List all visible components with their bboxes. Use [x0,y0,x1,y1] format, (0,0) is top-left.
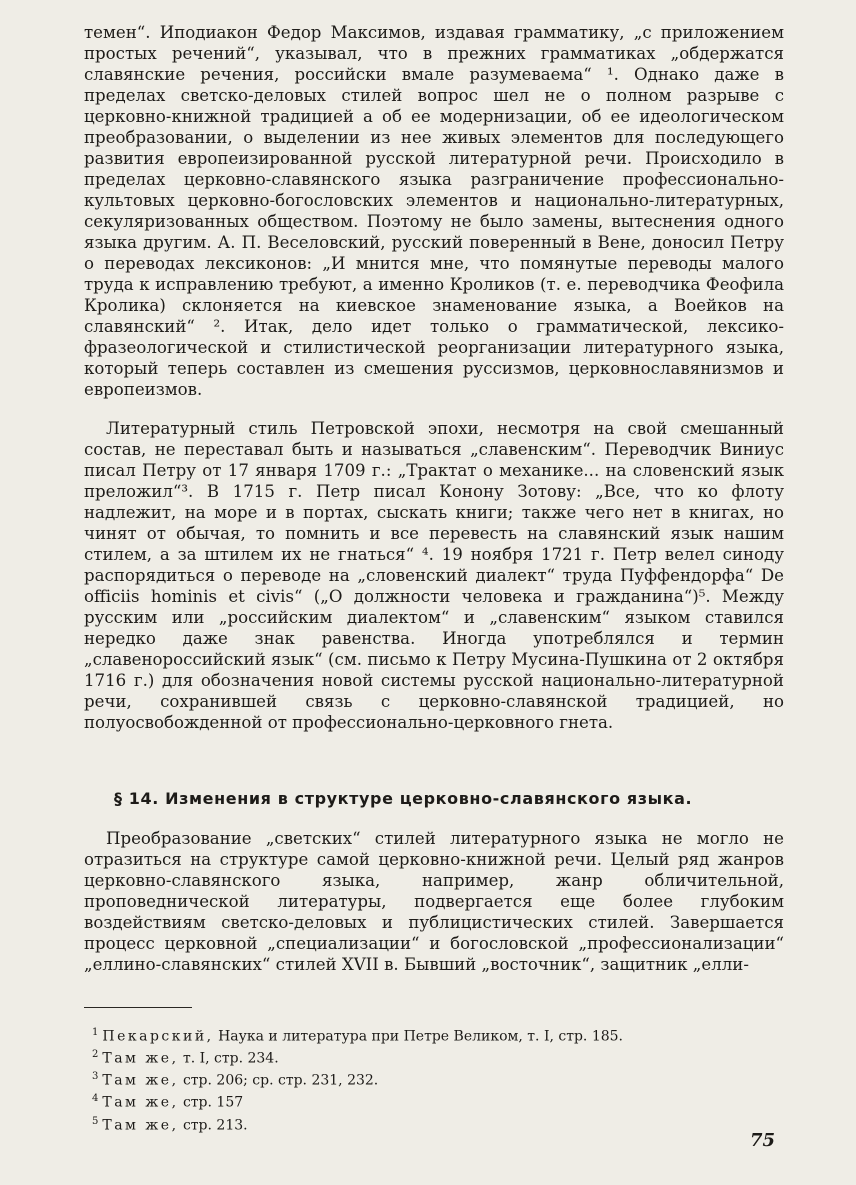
footnote-text: стр. 157 [178,1095,244,1112]
footnote-text: т. I, стр. 234. [178,1050,279,1067]
footnote-text: Наука и литература при Петре Великом, т. I, стр. 185. [213,1028,623,1045]
footnotes-list [92,1024,782,1135]
footnote-mark: 3 [92,1071,99,1083]
body-paragraph-2 [84,418,784,733]
footnote-source: Пекарский, [102,1028,214,1045]
footnote-1 [92,1024,782,1046]
footnote-5 [92,1113,782,1135]
body-paragraph-3 [84,828,784,975]
footnote-mark: 5 [92,1115,99,1127]
footnote-source: Там же, [102,1117,179,1134]
footnote-source: Там же, [102,1072,179,1089]
page-number: 75 [750,1130,776,1151]
footnote-2 [92,1046,782,1068]
footnote-source: Там же, [102,1050,179,1067]
footnote-text: стр. 206; ср. стр. 231, 232. [178,1072,379,1089]
section-heading: § 14. Изменения в структуре церковно-славянского языка. [114,789,693,808]
footnote-text: стр. 213. [178,1117,248,1134]
footnote-mark: 2 [92,1049,99,1061]
footnote-divider [84,1007,192,1008]
paragraph-text: темен“. Иподиакон Федор Максимов, издавая грамматику, „с приложением простых речений“, указывал, что в прежних грамматиках „обдержатся славянские речения, российски вмале разумеваема“ ¹. Однако даже в пределах светско-деловых стилей вопрос шел не о полном разрыве с церковно-книжной традицией а об ее модернизации, об ее идеологическом преобразовании, о выделении из нее живых элементов для последующего развития европеизированной русской литературной речи. Происходило в пределах церковно-славянского языка разграничение профессионально-культовых церковно-богословских элементов и национально-литературных, секуляризованных обществом. Поэтому не было замены, вытеснения одного языка другим. А. П. Веселовский, русский поверенный в Вене, доносил Петру о переводах лексиконов: „И мнится мне, что помянутые переводы малого труда к исправлению требуют, а именно Кроликов (т. е. переводчика Феофила Кролика) склоняется на киевское знаменование языка, а Воейков на славянский“ ². Итак, дело идет только о грамматической, лексико-фразеологической и стилистической реорганизации литературного языка, который теперь составлен из смешения руссизмов, церковнославянизмов и европеизмов. [84,23,784,399]
footnote-source: Там же, [102,1095,179,1112]
paragraph-text: Преобразование „светских“ стилей литературного языка не могло не отразиться на структуре самой церковно-книжной речи. Целый ряд жанров церковно-славянского языка, например, жанр обличительной, проповеднической литературы, подвергается еще более глубоким воздействиям светско-деловых и публицистических стилей. Завершается процесс церковной „специализации“ и богословской „профессионализации“ „еллино-славянских“ стилей XVII в. Бывший „восточник“, защитник „елли- [84,829,784,974]
footnote-4 [92,1090,782,1112]
footnote-mark: 4 [92,1093,99,1105]
footnote-3 [92,1068,782,1090]
paragraph-text: Литературный стиль Петровской эпохи, несмотря на свой смешанный состав, не переставал быть и называться „славенским“. Переводчик Виниус писал Петру от 17 января 1709 г.: „Трактат о механике... на словенский язык преложил“³. В 1715 г. Петр писал Конону Зотову: „Все, что ко флоту надлежит, на море и в портах, сыскать книги; также чего нет в книгах, но чинят от обычая, то помнить и все перевесть на славянский язык нашим стилем, а за штилем их не гнаться“ ⁴. 19 ноября 1721 г. Петр велел синоду распорядиться о переводе на „словенский диалект“ труда Пуффендорфа“ De officiis hominis et civis“ („О должности человека и гражданина“)⁵. Между русским или „российским диалектом“ и „славенским“ языком ставился нередко даже знак равенства. Иногда употреблялся и термин „славенороссийский язык“ (см. письмо к Петру Мусина-Пушкина от 2 октября 1716 г.) для обозначения новой системы русской национально-литературной речи, сохранившей связь с церковно-славянской традицией, но полуосвобожденной от профессионально-церковного гнета. [84,419,784,732]
body-paragraph-1 [84,22,784,400]
footnote-mark: 1 [92,1027,99,1038]
